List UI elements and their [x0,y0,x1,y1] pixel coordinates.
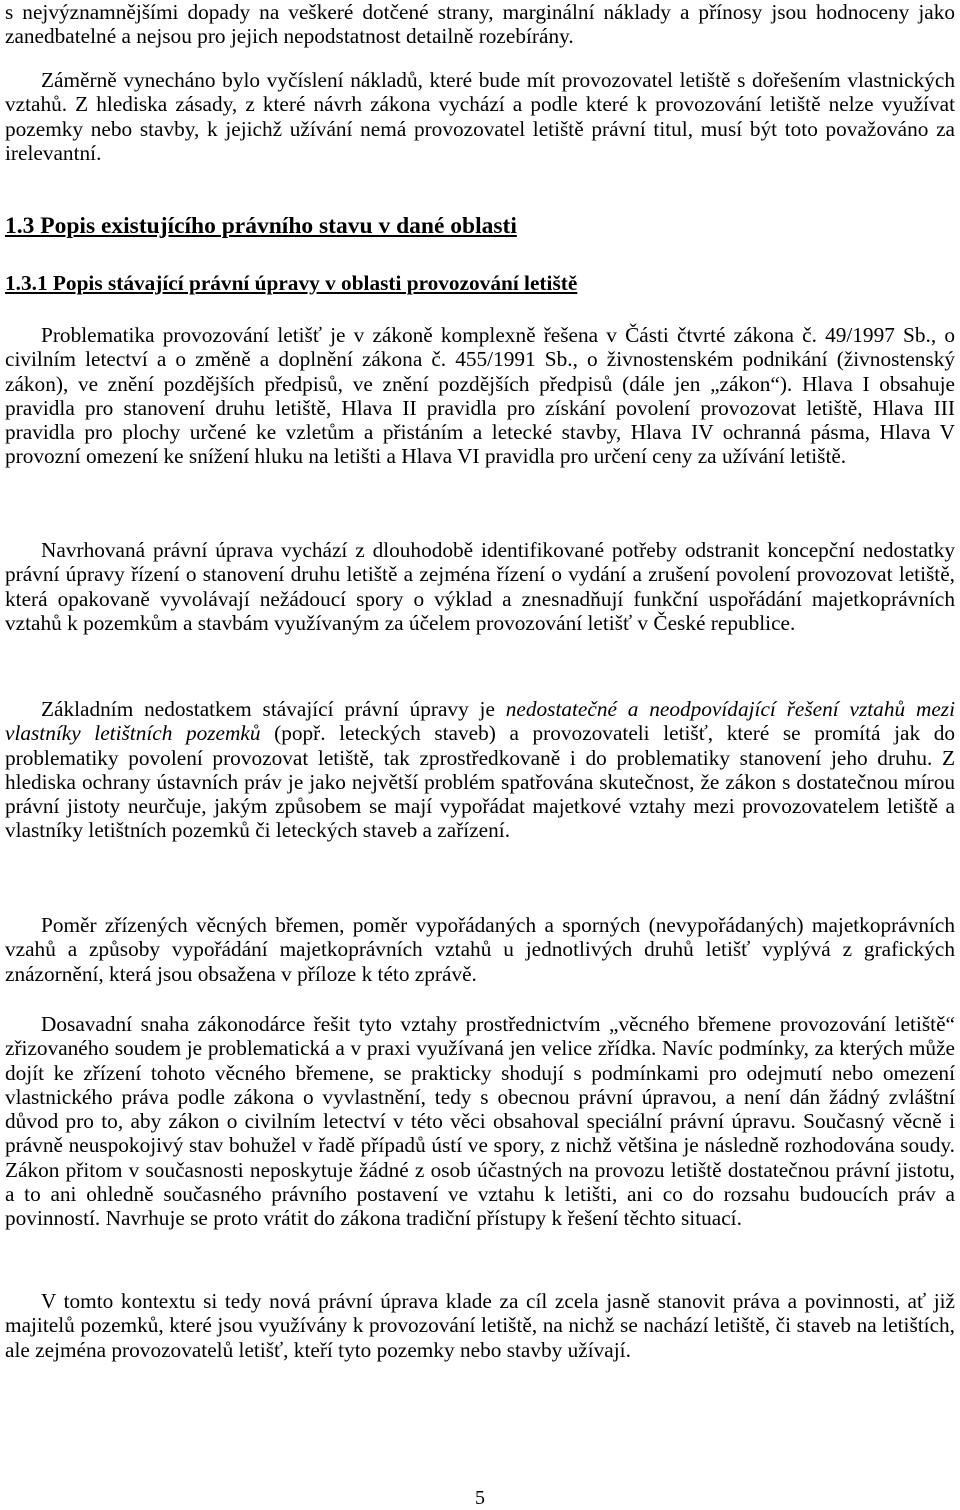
paragraph-proposal [5,538,955,635]
paragraph-omitted-costs [5,68,955,165]
paragraph-text: V tomto kontextu si tedy nová právní úprava klade za cíl zcela jasně stanovit práva a povinnosti, ať již majitelů pozemků, které jsou využívány k provozování letiště, na nichž se nachází letiště, či staveb na letištích, ale zejména provozovatelů letišť, kteří tyto pozemky nebo stavby užívají. [5,1289,955,1362]
heading-text: 1.3 Popis existujícího právního stavu v dané oblasti [5,213,517,239]
paragraph-context [5,1289,955,1362]
paragraph-intro [5,0,955,49]
paragraph-previous-effort [5,1012,955,1231]
paragraph-text: s nejvýznamnějšími dopady na veškeré dotčené strany, marginální náklady a přínosy jsou hodnoceny jako zanedbatelné a nejsou pro jejich nepodstatnost detailně rozebírány. [5,0,955,49]
text-run: (popř. leteckých staveb) a provozovateli letišť, které se promítá jak do problematiky povolení provozovat letiště, tak zprostředkovaně i do problematiky stanovení jeho druhu. Z hlediska ochrany ústavních práv je jako největší problém spatřována skutečnost, že zákon s dostatečnou mírou právní jistoty neurčuje, jakým způsobem se mají vypořádat majetkové vztahy mezi provozovatelem letiště a vlastníky letištních pozemků či leteckých staveb a zařízení. [5,721,955,843]
paragraph-easements-ratio [5,913,955,986]
paragraph-main-deficiency [5,697,955,843]
heading-text: 1.3.1 Popis stávající právní úpravy v oblasti provozování letiště [5,271,578,295]
page-number: 5 [475,1487,485,1509]
paragraph-text: Problematika provozování letišť je v zákoně komplexně řešena v Části čtvrté zákona č. 49/1997 Sb., o civilním letectví a o změně a doplnění zákona č. 455/1991 Sb., o živnostenském podnikání (živnostenský zákon), ve znění pozdějších předpisů, ve znění pozdějších předpisů (dále jen „zákon“). Hlava I obsahuje pravidla pro stanovení druhu letiště, Hlava II pravidla pro získání povolení provozovat letiště, Hlava III pravidla pro plochy určené ke vzletům a přistáním a letecké stavby, Hlava IV ochranná pásma, Hlava V provozní omezení ke snížení hluku na letišti a Hlava VI pravidla pro určení ceny za užívání letiště. [5,323,955,469]
paragraph-text [5,697,955,843]
paragraph-text: Dosavadní snaha zákonodárce řešit tyto vztahy prostřednictvím „věcného břemene provozování letiště“ zřizovaného soudem je problematická a v praxi využívaná jen velice zřídka. Navíc podmínky, za kterých může dojít ke zřízení tohoto věcného břemene, se prakticky shodují s podmínkami pro odejmutí nebo omezení vlastnického práva podle zákona o vyvlastnění, tedy s obecnou právní úpravou, a není dán žádný zvláštní důvod pro to, aby zákon o civilním letectví v této věci obsahoval speciální právní úpravu. Současný věcně i právně neuspokojivý stav bohužel v řadě případů ústí ve spory, z nichž většina je následně rozhodována soudy. Zákon přitom v současnosti neposkytuje žádné z osob účastných na provozu letiště dostatečnou právní jistotu, a to ani ohledně současného právního postavení ve vztahu k letišti, ani co do rozsahu budoucích práv a povinností. Navrhuje se proto vrátit do zákona tradiční přístupy k řešení těchto situací. [5,1012,955,1231]
paragraph-text: Záměrně vynecháno bylo vyčíslení nákladů, které bude mít provozovatel letiště s dořešením vlastnických vztahů. Z hlediska zásady, z které návrh zákona vychází a podle které k provozování letiště nelze využívat pozemky nebo stavby, k jejichž užívání nemá provozovatel letiště právní titul, musí být toto považováno za irelevantní. [5,68,955,165]
section-heading-1-3-1 [5,270,955,296]
paragraph-text: Poměr zřízených věcných břemen, poměr vypořádaných a sporných (nevypořádaných) majetkoprávních vzahů a způsoby vypořádání majetkoprávních vztahů u jednotlivých druhů letišť vyplývá z grafických znázornění, která jsou obsažena v příloze k této zprávě. [5,913,955,986]
section-heading-1-3 [5,212,955,240]
text-run: Základním nedostatkem stávající právní úpravy je [41,697,506,721]
paragraph-legal-framework [5,323,955,469]
paragraph-text: Navrhovaná právní úprava vychází z dlouhodobě identifikované potřeby odstranit koncepční nedostatky právní úpravy řízení o stanovení druhu letiště a zejména řízení o vydání a zrušení povolení provozovat letiště, která opakovaně vyvolávají nežádoucí spory o výklad a znesnadňují funkční uspořádání majetkoprávních vztahů k pozemkům a stavbám využívaným za účelem provozování letišť v České republice. [5,538,955,635]
emphasis-text: nedostatečné a neodpovídající řešení vztahů mezi vlastníky letištních pozemků [5,697,955,746]
